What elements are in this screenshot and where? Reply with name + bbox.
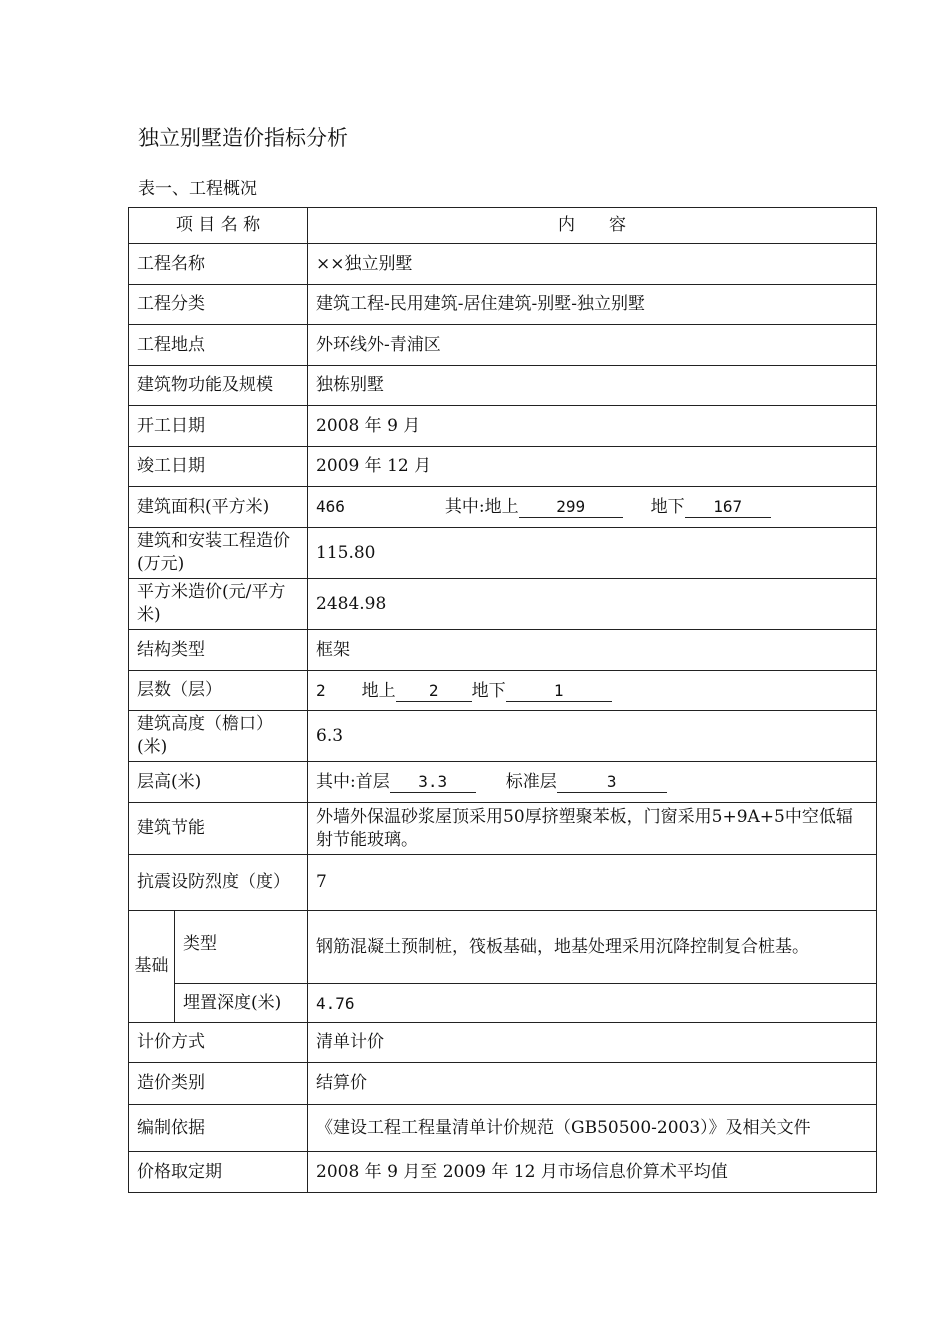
table-row — [129, 244, 877, 285]
table-row — [129, 579, 877, 630]
row-value — [308, 671, 877, 711]
table-header-row — [129, 208, 877, 244]
table-row — [129, 855, 877, 911]
row-value — [308, 762, 877, 803]
standard-floor-label: 标准层 — [505, 771, 557, 792]
row-label: 计价方式 — [129, 1023, 308, 1063]
foundation-label: 基础 — [129, 911, 175, 1023]
row-label: 工程分类 — [129, 285, 308, 325]
table-row — [129, 1152, 877, 1193]
page-title: 独立别墅造价指标分析 — [138, 126, 348, 150]
foundation-depth-value: 4.76 — [308, 984, 877, 1023]
table-caption: 表一、工程概况 — [138, 179, 257, 199]
table-row — [129, 711, 877, 762]
table-row — [129, 762, 877, 803]
foundation-depth-label: 埋置深度(米) — [175, 984, 308, 1023]
table-row — [129, 630, 877, 671]
row-value: 2484.98 — [308, 579, 877, 630]
row-value: 6.3 — [308, 711, 877, 762]
table-row — [129, 285, 877, 325]
row-value — [308, 487, 877, 528]
row-value: 2008 年 9 月 — [308, 406, 877, 447]
row-label: 抗震设防烈度（度） — [129, 855, 308, 911]
standard-floor-value: 3 — [557, 772, 667, 793]
row-value: 清单计价 — [308, 1023, 877, 1063]
table-row — [129, 671, 877, 711]
row-label: 开工日期 — [129, 406, 308, 447]
header-content: 内 容 — [308, 208, 877, 244]
area-above-value: 299 — [519, 497, 623, 518]
row-value: 7 — [308, 855, 877, 911]
project-overview-table — [128, 207, 877, 1193]
row-value: 外环线外-青浦区 — [308, 325, 877, 366]
row-value: ××独立别墅 — [308, 244, 877, 285]
area-above-label: 其中:地上 — [444, 497, 519, 517]
table-row — [129, 803, 877, 855]
floors-total: 2 — [316, 680, 326, 700]
row-label: 工程名称 — [129, 244, 308, 285]
floors-above-value: 2 — [396, 681, 472, 702]
floors-below-label: 地下 — [471, 680, 506, 701]
floors-above-label: 地上 — [361, 680, 396, 701]
area-total: 466 — [316, 497, 345, 516]
row-label: 平方米造价(元/平方米) — [129, 579, 308, 630]
foundation-type-label: 类型 — [175, 911, 308, 984]
row-label: 工程地点 — [129, 325, 308, 366]
row-label: 造价类别 — [129, 1063, 308, 1105]
header-item: 项 目 名 称 — [129, 208, 308, 244]
row-label: 建筑物功能及规模 — [129, 366, 308, 406]
row-label: 价格取定期 — [129, 1152, 308, 1193]
table-row — [129, 911, 877, 984]
row-value: 115.80 — [308, 528, 877, 579]
row-value: 结算价 — [308, 1063, 877, 1105]
area-below-label: 地下 — [650, 497, 685, 517]
row-label: 竣工日期 — [129, 447, 308, 487]
row-label: 建筑和安装工程造价(万元) — [129, 528, 308, 579]
row-value: 外墙外保温砂浆屋顶采用50厚挤塑聚苯板，门窗采用5+9A+5中空低辐射节能玻璃。 — [308, 803, 877, 855]
row-value: 2009 年 12 月 — [308, 447, 877, 487]
table-row — [129, 406, 877, 447]
table-row — [129, 1063, 877, 1105]
row-label: 建筑面积(平方米) — [129, 487, 308, 528]
row-label: 层高(米) — [129, 762, 308, 803]
table-row — [129, 487, 877, 528]
table-row — [129, 325, 877, 366]
row-value: 《建设工程工程量清单计价规范（GB50500-2003）》及相关文件 — [308, 1105, 877, 1152]
area-below-value: 167 — [685, 497, 771, 518]
row-label: 层数（层） — [129, 671, 308, 711]
foundation-type-value: 钢筋混凝土预制桩，筏板基础，地基处理采用沉降控制复合桩基。 — [308, 911, 877, 984]
row-label: 结构类型 — [129, 630, 308, 671]
row-label: 建筑节能 — [129, 803, 308, 855]
table-row — [129, 1023, 877, 1063]
row-value: 独栋别墅 — [308, 366, 877, 406]
row-label: 建筑高度（檐口）(米) — [129, 711, 308, 762]
table-row — [129, 984, 877, 1023]
row-value: 2008 年 9 月至 2009 年 12 月市场信息价算术平均值 — [308, 1152, 877, 1193]
row-label: 编制依据 — [129, 1105, 308, 1152]
floors-below-value: 1 — [506, 681, 612, 702]
first-floor-value: 3.3 — [390, 772, 476, 793]
row-value: 框架 — [308, 630, 877, 671]
table-row — [129, 447, 877, 487]
first-floor-label: 其中:首层 — [316, 771, 390, 792]
row-value: 建筑工程-民用建筑-居住建筑-别墅-独立别墅 — [308, 285, 877, 325]
table-row — [129, 528, 877, 579]
table-row — [129, 366, 877, 406]
table-row — [129, 1105, 877, 1152]
